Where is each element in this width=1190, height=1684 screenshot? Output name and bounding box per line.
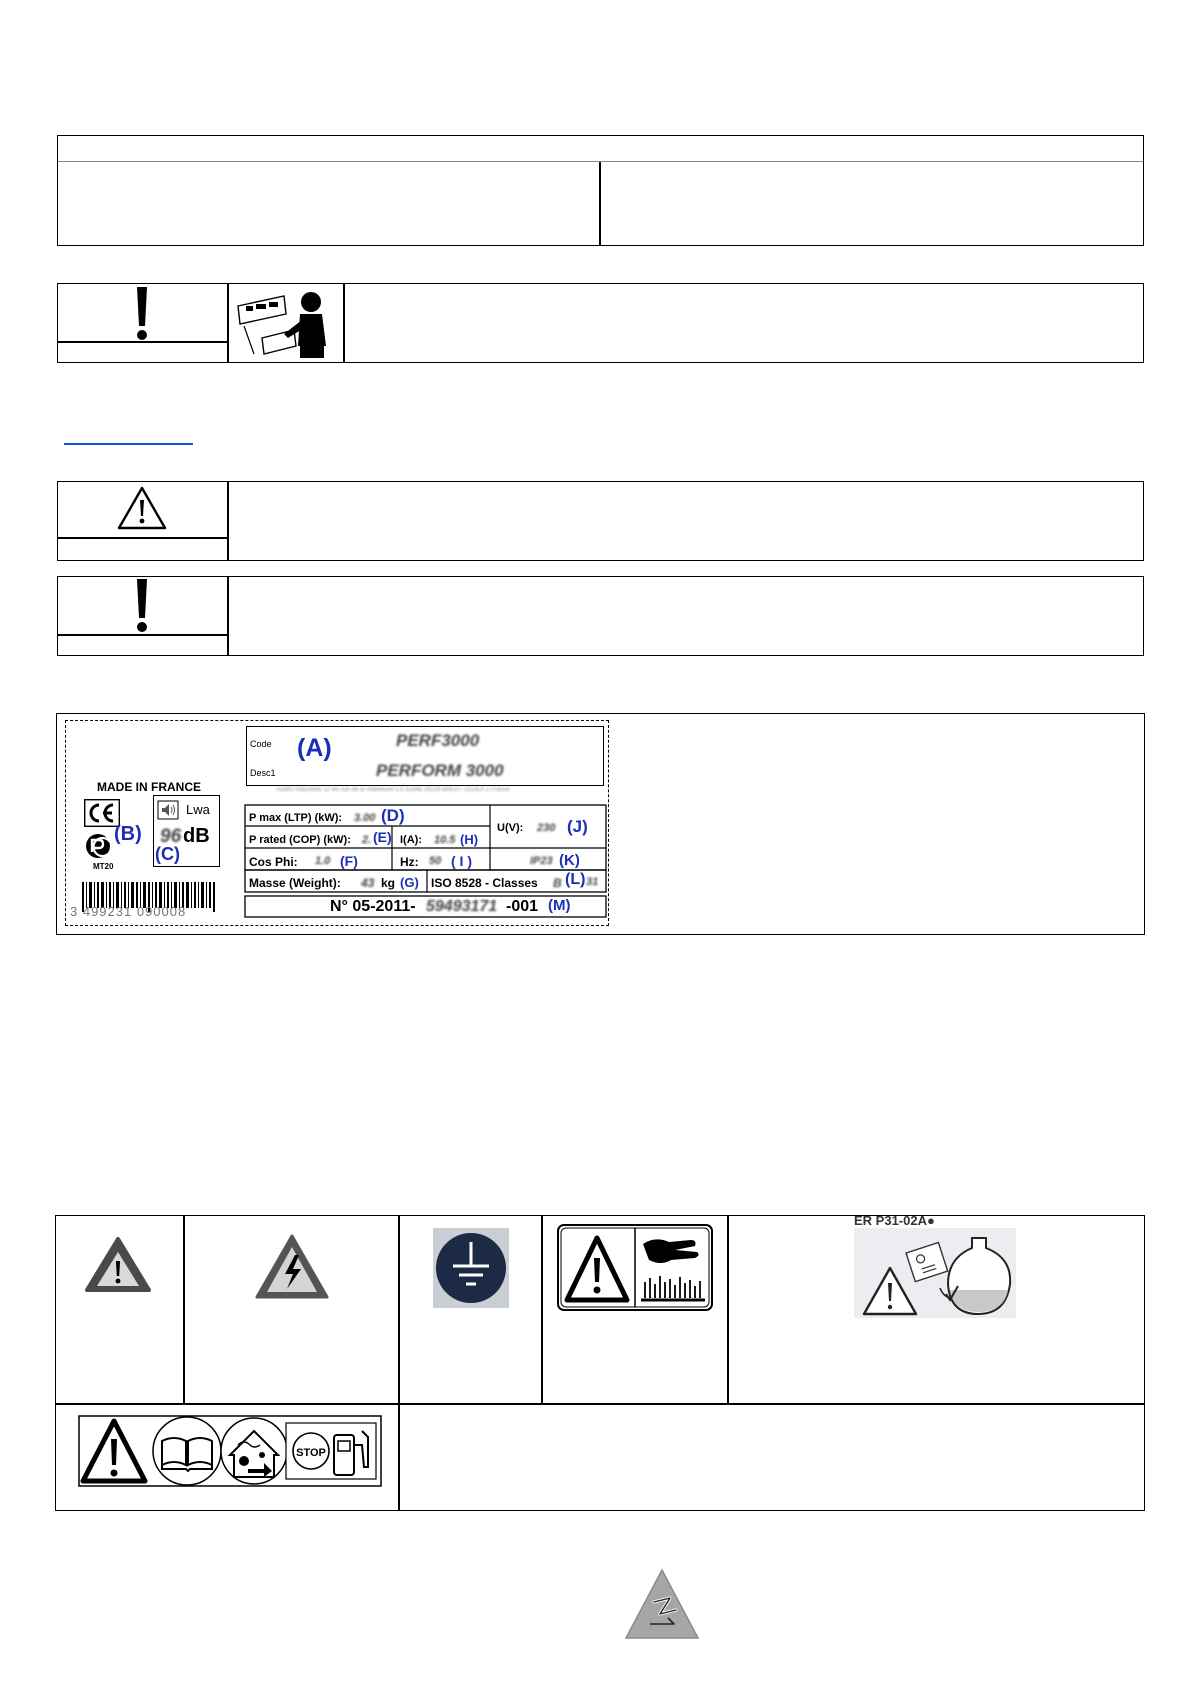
warning-triangle-icon [116,485,168,531]
notice-box-2-subline [58,537,228,539]
sound-unit: dB [183,825,210,847]
iso-text: ISO 8528 - Classes [431,876,538,890]
marker-c: (C) [155,844,180,864]
prated-label: P rated (COP) (kW): [249,834,351,846]
ip-value: IP23 [530,855,553,867]
desc-label: Desc1 [250,768,276,778]
brand-logo-icon [624,1568,700,1640]
stop-label: STOP [296,1447,326,1459]
symbols-table-row-divider [56,1403,1144,1405]
oil-label-code: ER P31-02A● [854,1213,935,1228]
electrical-hazard-icon [254,1233,330,1301]
symbols-col-divider-3 [541,1216,543,1404]
marker-k: (K) [559,852,580,869]
weight-label: Masse (Weight): [249,876,341,890]
lwa-label: Lwa [186,802,210,817]
pmax-value: 3.00 [354,812,376,824]
notice-box-1 [57,283,1144,363]
voltage-value: 230 [537,822,556,834]
hz-label: Hz: [400,855,419,869]
header-table-row-divider [58,161,1143,162]
hz-value: 50 [429,855,442,867]
link-underline[interactable] [64,443,193,445]
hot-surface-warning-icon [557,1224,713,1311]
desc-value: PERFORM 3000 [376,761,504,780]
sound-value: 96 [160,826,182,847]
exclamation-icon [130,284,154,342]
oil-level-check-icon [854,1228,1016,1318]
notice-box-3-divider [227,577,229,655]
exclamation-icon [130,576,154,634]
marker-d: (D) [381,806,405,825]
marker-f: (F) [340,853,358,869]
voltage-label: U(V): [497,822,524,834]
marker-a: (A) [297,734,332,762]
notice-box-2 [57,481,1144,561]
notice-box-3-subline [58,634,228,636]
header-table [57,135,1144,246]
made-in-label: MADE IN FRANCE [97,780,201,794]
marker-j: (J) [567,817,588,836]
gost-r-mark-icon [84,832,114,862]
prated-value: 2. [362,834,372,846]
current-label: I(A): [400,834,422,846]
person-reading-manual-icon [232,288,338,360]
pmax-label: P max (LTP) (kW): [249,812,343,824]
marker-h: (H) [460,832,479,847]
cosphi-label: Cos Phi: [249,855,298,869]
notice-box-1-divider-a [227,284,229,362]
barcode-digits: 3 499231 090008 [70,904,187,919]
marker-i: ( I ) [451,853,472,869]
symbols-col-divider-1 [183,1216,185,1404]
serial-mid: 59493171 [426,898,498,915]
notice-box-1-divider-b [343,284,345,362]
iso-class: B [553,876,562,890]
marker-m: (M) [548,897,571,914]
notice-box-3 [57,576,1144,656]
serial-prefix: N° 05-2011- [330,898,416,915]
code-value: PERF3000 [396,731,480,750]
ground-earth-icon [433,1228,509,1308]
code-label: Code [250,739,272,749]
weight-value: 43 [361,876,375,890]
iso-tail: 31 [586,876,599,888]
marker-e: (E) [373,829,392,845]
combined-warning-label-icon [78,1415,382,1487]
marker-b: (B) [114,823,142,845]
speaker-icon [157,800,179,820]
gost-mark-label: MT20 [93,862,114,871]
marker-l: (L) [565,871,586,888]
serial-suffix: -001 [506,898,539,915]
general-warning-icon [84,1236,152,1294]
current-value: 10.5 [434,834,456,846]
cosphi-value: 1.0 [315,855,331,867]
notice-box-2-divider [227,482,229,560]
symbols-col-divider-2 [398,1216,400,1510]
symbols-col-divider-4 [727,1216,729,1404]
header-table-col-divider [599,162,601,245]
marker-g: (G) [400,875,419,890]
blurred-address-line: SDMO Industries 12 bis rue de la Villeneuve CS 92848 29228 BREST CEDEX 2 France [276,787,510,793]
weight-unit: kg [381,876,396,890]
